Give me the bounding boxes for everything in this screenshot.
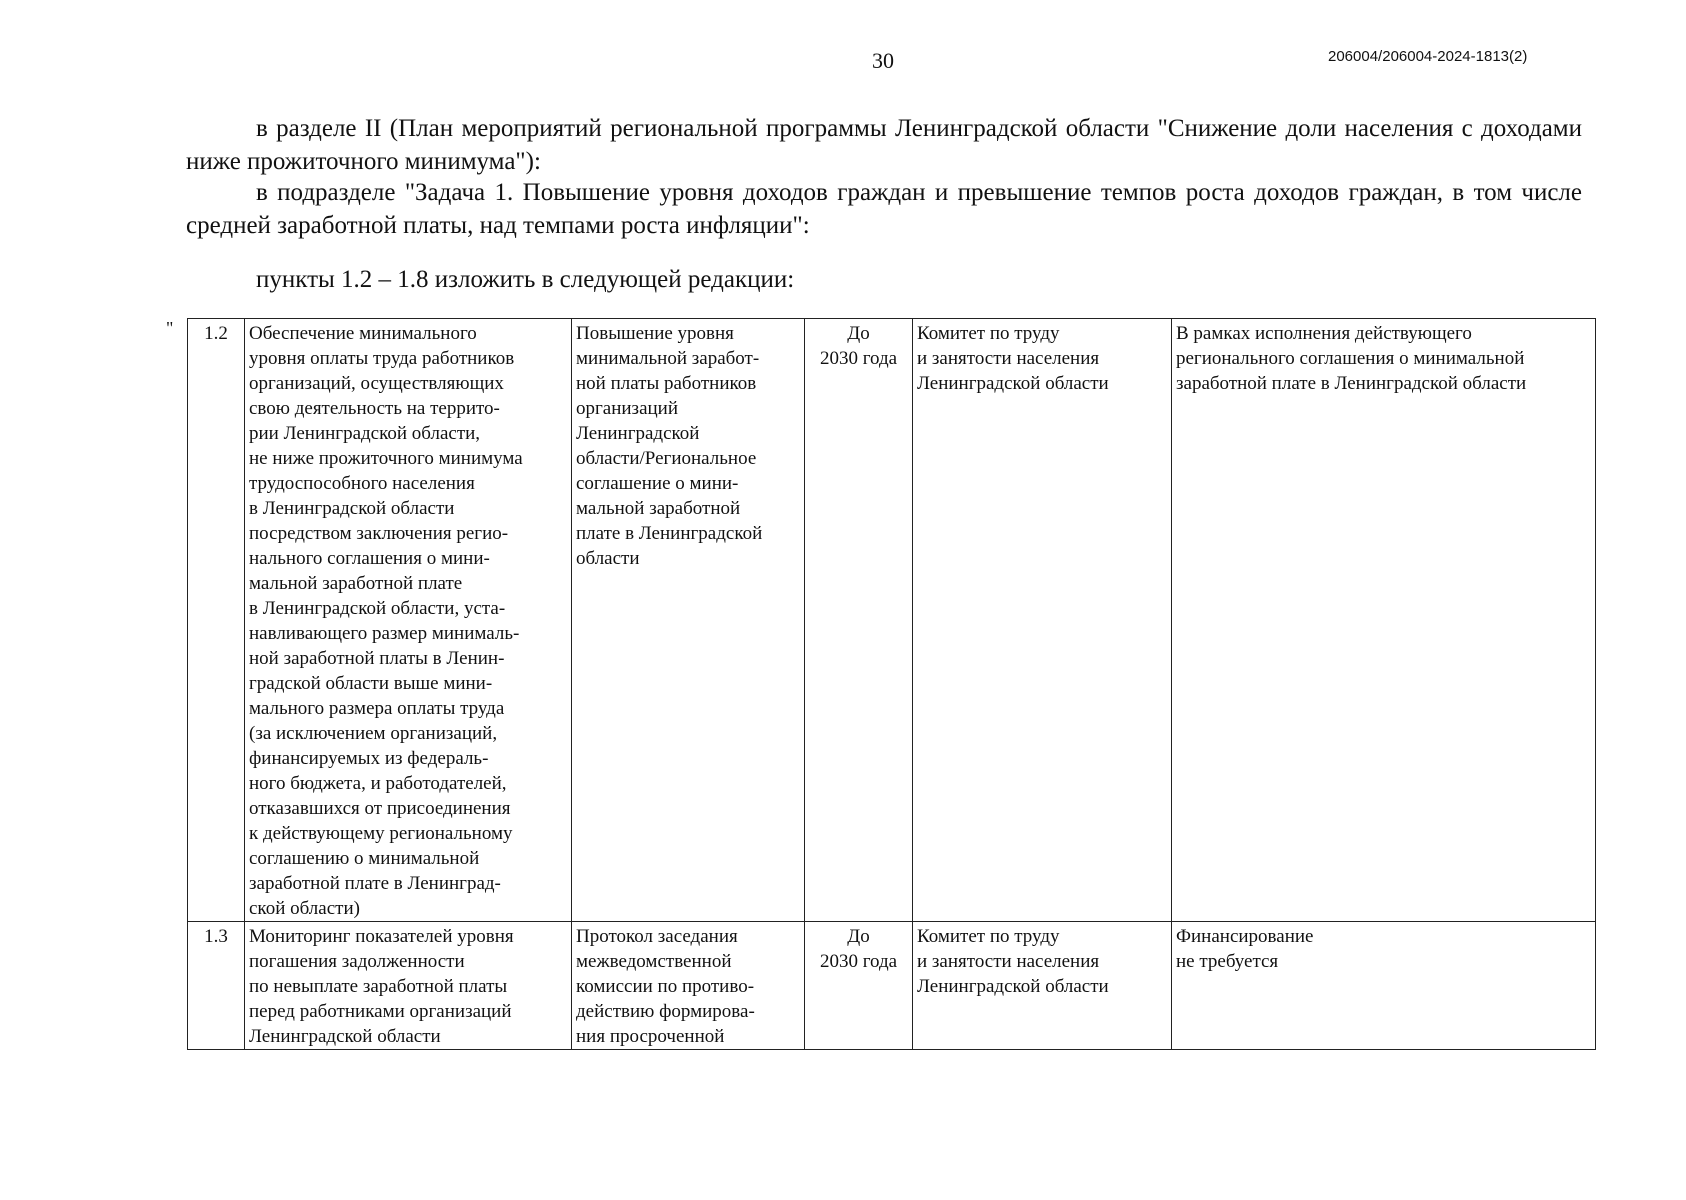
term-text: До 2030 года [819, 926, 898, 972]
row-number: 1.2 [204, 323, 228, 344]
table-row [188, 922, 1596, 1050]
paragraph-section-ii: в разделе II (План мероприятий региональной программы Ленинградской области "Снижение доли населения с доходами ниже прожиточного минимума"): [186, 115, 1582, 175]
row-number: 1.3 [204, 926, 228, 947]
row-number-cell [188, 922, 245, 1050]
document-id: 206004/206004-2024-1813(2) [1328, 48, 1528, 65]
measure-text: Обеспечение минимального уровня оплаты труда работников организаций, осуществляющих свою деятельность на террито- рии Ленинградской области, не ниже прожиточного минимума трудоспособного населения в Ленинградской области посредством заключения регио- нального соглашения о мини- мальной заработной плате в Ленинградской области, уста- навливающего размер минималь- ной заработной платы в Ленин- градской области выше мини- мального размера оплаты труда (за исключением организаций, финансируемых из федераль- ного бюджета, и работодателей, отказавшихся от присоединения к действующему региональному соглашению о минимальной заработной плате в Ленинград- ской области) [249, 323, 523, 919]
measure-cell [245, 922, 572, 1050]
action-plan-table [187, 318, 1596, 1050]
result-text: Протокол заседания межведомственной комиссии по противо- действию формирова- ния просроченной [576, 926, 755, 1047]
executor-cell [913, 922, 1172, 1050]
financing-cell [1172, 319, 1596, 922]
result-text: Повышение уровня минимальной заработ- ной платы работников организаций Ленинградской области/Региональное соглашение о мини- мальной заработной плате в Ленинградской области [576, 323, 763, 569]
executor-cell [913, 319, 1172, 922]
result-cell [572, 319, 805, 922]
executor-text: Комитет по труду и занятости населения Ленинградской области [917, 323, 1109, 394]
paragraph-subsection-task-1: в подразделе "Задача 1. Повышение уровня доходов граждан и превышение темпов роста доходов граждан, в том числе средней заработной платы, над темпами роста инфляции": [186, 179, 1582, 239]
page-number: 30 [872, 48, 894, 73]
measure-text: Мониторинг показателей уровня погашения задолженности по невыплате заработной платы перед работниками организаций Ленинградской области [249, 926, 514, 1047]
opening-quote-mark: " [166, 318, 174, 338]
financing-text: В рамках исполнения действующего регионального соглашения о минимальной заработной плате в Ленинградской области [1176, 323, 1527, 394]
executor-text: Комитет по труду и занятости населения Ленинградской области [917, 926, 1109, 997]
term-text: До 2030 года [819, 323, 898, 369]
row-number-cell [188, 319, 245, 922]
term-cell [805, 319, 913, 922]
financing-cell [1172, 922, 1596, 1050]
financing-text: Финансирование не требуется [1176, 926, 1314, 972]
paragraph-items-edit: пункты 1.2 – 1.8 изложить в следующей редакции: [256, 266, 795, 293]
term-cell [805, 922, 913, 1050]
result-cell [572, 922, 805, 1050]
table-row [188, 319, 1596, 922]
measure-cell [245, 319, 572, 922]
